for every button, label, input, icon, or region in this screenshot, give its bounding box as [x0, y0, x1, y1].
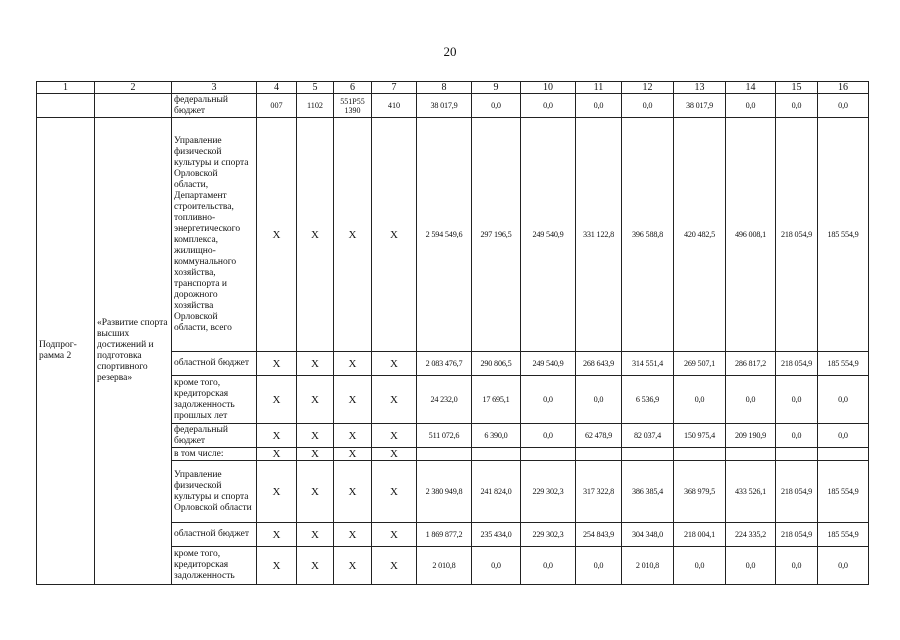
value-cell: 0,0 [521, 376, 576, 424]
value-cell: 38 017,9 [674, 94, 726, 118]
value-cell: 0,0 [818, 547, 869, 585]
value-cell: 2 594 549,6 [417, 118, 472, 352]
x-mark-cell: Х [334, 376, 372, 424]
col-header: 13 [674, 82, 726, 94]
value-cell [818, 448, 869, 461]
x-mark-cell: Х [334, 448, 372, 461]
x-mark-cell: Х [257, 448, 297, 461]
value-cell: 0,0 [726, 547, 776, 585]
value-cell: 0,0 [776, 376, 818, 424]
executor-cell: в том числе: [172, 448, 257, 461]
value-cell: 297 196,5 [472, 118, 521, 352]
code-cell: 1102 [297, 94, 334, 118]
value-cell: 0,0 [576, 547, 622, 585]
x-mark-cell: Х [372, 376, 417, 424]
value-cell: 38 017,9 [417, 94, 472, 118]
value-cell: 268 643,9 [576, 352, 622, 376]
col-header: 4 [257, 82, 297, 94]
value-cell [776, 448, 818, 461]
value-cell: 0,0 [576, 376, 622, 424]
x-mark-cell: Х [334, 461, 372, 523]
x-mark-cell: Х [297, 118, 334, 352]
value-cell [576, 448, 622, 461]
empty-cell [95, 94, 172, 118]
value-cell: 317 322,8 [576, 461, 622, 523]
x-mark-cell: Х [297, 547, 334, 585]
value-cell: 218 004,1 [674, 523, 726, 547]
col-header: 2 [95, 82, 172, 94]
x-mark-cell: Х [334, 118, 372, 352]
value-cell: 290 806,5 [472, 352, 521, 376]
executor-cell: Управление физической культуры и спорта Орловской области [172, 461, 257, 523]
value-cell: 235 434,0 [472, 523, 521, 547]
value-cell: 0,0 [726, 94, 776, 118]
code-cell: 410 [372, 94, 417, 118]
x-mark-cell: Х [372, 118, 417, 352]
x-mark-cell: Х [372, 547, 417, 585]
col-header: 9 [472, 82, 521, 94]
executor-cell: областной бюджет [172, 523, 257, 547]
col-header: 10 [521, 82, 576, 94]
value-cell: 249 540,9 [521, 352, 576, 376]
value-cell: 396 588,8 [622, 118, 674, 352]
code-cell: 007 [257, 94, 297, 118]
value-cell: 0,0 [776, 547, 818, 585]
value-cell: 2 010,8 [622, 547, 674, 585]
value-cell: 0,0 [776, 94, 818, 118]
value-cell: 304 348,0 [622, 523, 674, 547]
value-cell: 0,0 [818, 424, 869, 448]
col-header: 6 [334, 82, 372, 94]
x-mark-cell: Х [334, 424, 372, 448]
value-cell [521, 448, 576, 461]
value-cell: 6 536,9 [622, 376, 674, 424]
value-cell: 269 507,1 [674, 352, 726, 376]
x-mark-cell: Х [372, 523, 417, 547]
value-cell [417, 448, 472, 461]
value-cell: 2 380 949,8 [417, 461, 472, 523]
x-mark-cell: Х [257, 352, 297, 376]
x-mark-cell: Х [372, 461, 417, 523]
col-header: 16 [818, 82, 869, 94]
value-cell: 24 232,0 [417, 376, 472, 424]
value-cell: 0,0 [472, 547, 521, 585]
value-cell: 314 551,4 [622, 352, 674, 376]
value-cell: 185 554,9 [818, 523, 869, 547]
value-cell: 224 335,2 [726, 523, 776, 547]
x-mark-cell: Х [257, 461, 297, 523]
value-cell: 6 390,0 [472, 424, 521, 448]
x-mark-cell: Х [334, 547, 372, 585]
value-cell: 185 554,9 [818, 461, 869, 523]
value-cell: 241 824,0 [472, 461, 521, 523]
value-cell: 0,0 [674, 547, 726, 585]
value-cell: 185 554,9 [818, 118, 869, 352]
x-mark-cell: Х [257, 547, 297, 585]
value-cell: 511 072,6 [417, 424, 472, 448]
value-cell: 62 478,9 [576, 424, 622, 448]
column-number-row [37, 82, 869, 94]
value-cell: 1 869 877,2 [417, 523, 472, 547]
value-cell [472, 448, 521, 461]
subprogram-name: «Развитие спорта высших достижений и подготовка спортивного резерва» [95, 118, 172, 585]
value-cell: 2 010,8 [417, 547, 472, 585]
value-cell: 218 054,9 [776, 118, 818, 352]
x-mark-cell: Х [297, 352, 334, 376]
value-cell: 286 817,2 [726, 352, 776, 376]
value-cell: 0,0 [576, 94, 622, 118]
col-header: 15 [776, 82, 818, 94]
table-row [37, 118, 869, 352]
value-cell: 420 482,5 [674, 118, 726, 352]
empty-cell [37, 94, 95, 118]
executor-cell: областной бюджет [172, 352, 257, 376]
value-cell: 150 975,4 [674, 424, 726, 448]
x-mark-cell: Х [297, 424, 334, 448]
value-cell [726, 448, 776, 461]
value-cell: 0,0 [776, 424, 818, 448]
value-cell: 229 302,3 [521, 523, 576, 547]
x-mark-cell: Х [257, 523, 297, 547]
x-mark-cell: Х [372, 424, 417, 448]
value-cell: 218 054,9 [776, 352, 818, 376]
value-cell: 0,0 [818, 376, 869, 424]
page-number: 20 [443, 44, 457, 59]
executor-cell: федеральный бюджет [172, 424, 257, 448]
x-mark-cell: Х [372, 448, 417, 461]
value-cell: 229 302,3 [521, 461, 576, 523]
value-cell: 0,0 [521, 547, 576, 585]
value-cell: 185 554,9 [818, 352, 869, 376]
x-mark-cell: Х [372, 352, 417, 376]
table-row [37, 94, 869, 118]
value-cell: 331 122,8 [576, 118, 622, 352]
value-cell: 209 190,9 [726, 424, 776, 448]
col-header: 14 [726, 82, 776, 94]
value-cell: 496 008,1 [726, 118, 776, 352]
value-cell: 218 054,9 [776, 523, 818, 547]
x-mark-cell: Х [334, 352, 372, 376]
col-header: 8 [417, 82, 472, 94]
value-cell: 17 695,1 [472, 376, 521, 424]
executor-cell: кроме того, кредиторская задолженность [172, 547, 257, 585]
code-cell: 551Р55 1390 [334, 94, 372, 118]
value-cell: 249 540,9 [521, 118, 576, 352]
col-header: 12 [622, 82, 674, 94]
x-mark-cell: Х [257, 424, 297, 448]
value-cell [674, 448, 726, 461]
value-cell: 0,0 [818, 94, 869, 118]
col-header: 5 [297, 82, 334, 94]
x-mark-cell: Х [297, 461, 334, 523]
col-header: 1 [37, 82, 95, 94]
x-mark-cell: Х [297, 448, 334, 461]
value-cell: 218 054,9 [776, 461, 818, 523]
x-mark-cell: Х [297, 523, 334, 547]
value-cell: 0,0 [674, 376, 726, 424]
value-cell: 254 843,9 [576, 523, 622, 547]
x-mark-cell: Х [257, 118, 297, 352]
value-cell: 0,0 [472, 94, 521, 118]
col-header: 3 [172, 82, 257, 94]
subprogram-label: Подпрог-рамма 2 [37, 118, 95, 585]
value-cell: 82 037,4 [622, 424, 674, 448]
budget-table [36, 81, 869, 585]
value-cell: 0,0 [521, 424, 576, 448]
x-mark-cell: Х [297, 376, 334, 424]
x-mark-cell: Х [334, 523, 372, 547]
executor-cell: Управление физической культуры и спорта Орловской области, Департамент строительства, топливно-энергетического комплекса, жилищно-коммунального хозяйства, транспорта и дорожного хозяйства Орловской области, всего [172, 118, 257, 352]
x-mark-cell: Х [257, 376, 297, 424]
value-cell: 0,0 [521, 94, 576, 118]
value-cell: 0,0 [622, 94, 674, 118]
col-header: 7 [372, 82, 417, 94]
executor-cell: кроме того, кредиторская задолженность прошлых лет [172, 376, 257, 424]
value-cell: 386 385,4 [622, 461, 674, 523]
value-cell: 0,0 [726, 376, 776, 424]
value-cell: 433 526,1 [726, 461, 776, 523]
funding-source: федеральный бюджет [172, 94, 257, 118]
value-cell: 368 979,5 [674, 461, 726, 523]
value-cell [622, 448, 674, 461]
col-header: 11 [576, 82, 622, 94]
value-cell: 2 083 476,7 [417, 352, 472, 376]
